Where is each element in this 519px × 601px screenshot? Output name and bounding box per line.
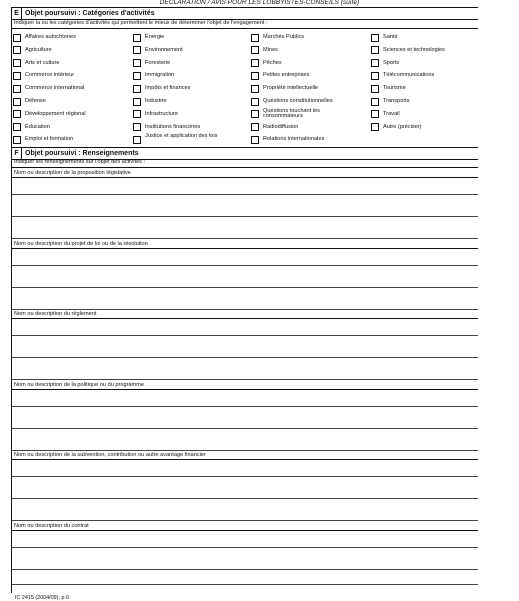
checkbox[interactable] [251,136,259,144]
field-label: Nom ou description de la politique ou du programme [14,381,144,388]
category-label: Arts et culture [25,59,60,66]
category-label: Propriété intellectuelle [263,85,319,92]
checkbox[interactable] [13,59,21,67]
checkbox[interactable] [133,110,141,118]
writing-line[interactable] [12,216,478,217]
checkbox[interactable] [251,123,259,131]
writing-line[interactable] [12,194,478,195]
checkbox[interactable] [251,98,259,106]
checkbox[interactable] [13,72,21,80]
category-label: Infrastructure [145,110,178,117]
field-label: Nom ou description du règlement [14,311,97,318]
checkbox[interactable] [13,98,21,106]
section-f-letter: F [12,148,22,159]
divider [12,167,478,168]
category-label: Sciences et technologies [383,46,445,53]
category-label: Santé [383,34,398,40]
field-label-underline [12,318,478,319]
checkbox[interactable] [133,98,141,106]
writing-line[interactable] [12,335,478,336]
writing-line[interactable] [12,584,478,585]
field-label: Nom ou description de la proposition législative [14,170,131,176]
category-label: Commerce international [25,85,85,92]
category-label: Impôts et finances [145,85,191,92]
checkbox[interactable] [371,98,379,106]
category-label: Industrie [145,98,167,104]
field-label-underline [12,530,478,531]
category-label: Petites entreprises [263,72,310,79]
category-label: Énergie [145,34,165,40]
writing-line[interactable] [12,357,478,358]
checkbox[interactable] [13,136,21,144]
field-label-underline [12,389,478,390]
checkbox[interactable] [13,123,21,131]
checkbox[interactable] [371,46,379,54]
field-label: Nom ou description du projet de loi ou de la résolution [14,240,148,247]
category-label: Agriculture [25,46,52,53]
field-label-underline [12,248,478,249]
category-label: Questions touchant les consommateurs [263,107,320,119]
writing-line[interactable] [12,498,478,499]
checkbox[interactable] [133,136,141,144]
checkbox[interactable] [251,34,259,42]
category-label: Immigration [145,72,175,79]
category-label: Éducation [25,123,50,130]
field-label: Nom ou description du contrat [14,523,89,529]
checkbox[interactable] [251,85,259,93]
category-label: Relations internationales [263,136,325,143]
field-label-underline [12,459,478,460]
category-label: Foresterie [145,59,171,66]
category-label: Autre (préciser) [383,123,422,130]
category-label: Questions constitutionnelles [263,98,333,104]
category-label: Institutions financières [145,123,201,130]
checkbox[interactable] [133,59,141,67]
section-e-instruction: Indiquer la ou les catégories d'activités qui permettent le mieux de déterminer l'objet de l'engagement : [14,20,268,26]
category-label: Transports [383,98,410,104]
divider [12,28,478,29]
category-label: Tourisme [383,85,406,92]
category-label: Pêches [263,59,282,66]
writing-line[interactable] [12,406,478,407]
checkbox[interactable] [251,46,259,54]
checkbox[interactable] [133,123,141,131]
checkbox[interactable] [251,72,259,80]
category-label: Mines [263,46,278,53]
category-label: Radiodiffusion [263,123,299,130]
writing-line[interactable] [12,547,478,548]
checkbox[interactable] [371,85,379,93]
section-e-letter: E [12,8,22,19]
writing-line[interactable] [12,428,478,429]
writing-line[interactable] [12,265,478,266]
checkbox[interactable] [371,34,379,42]
field-label-underline [12,177,478,178]
writing-line[interactable] [12,287,478,288]
section-f-title: Objet poursuivi : Renseignements [25,150,139,157]
checkbox[interactable] [133,72,141,80]
checkbox[interactable] [251,110,259,118]
writing-line[interactable] [12,476,478,477]
checkbox[interactable] [133,46,141,54]
form-header: DÉCLARATION / AVIS POUR LES LOBBYISTES-CONSEILS (suite) [159,0,360,6]
writing-line[interactable] [12,569,478,570]
checkbox[interactable] [371,110,379,118]
section-f-instruction: Indiquer les renseignements sur l'objet des activités : [14,159,146,165]
checkbox[interactable] [13,34,21,42]
checkbox[interactable] [13,110,21,118]
category-label: Emploi et formation [25,136,74,143]
checkbox[interactable] [371,59,379,67]
section-e-title: Objet poursuivi : Catégories d'activités [25,10,155,17]
checkbox[interactable] [133,85,141,93]
checkbox[interactable] [371,123,379,131]
category-label: Affaires autochtones [25,34,76,40]
category-label: Sports [383,59,400,66]
form-body [11,7,478,593]
checkbox[interactable] [251,59,259,67]
checkbox[interactable] [371,72,379,80]
checkbox[interactable] [13,85,21,93]
category-label: Défense [25,98,46,104]
category-label: Marchés Publics [263,34,305,40]
category-label: Commerce intérieur [25,72,75,79]
category-label: Travail [383,110,400,117]
category-label: Justice et application des lois [145,133,218,140]
category-label: Environnement [145,46,183,53]
checkbox[interactable] [133,34,141,42]
field-label: Nom ou description de la subvention, contribution ou autre avantage financier [14,452,206,459]
form-code: IC 2415 (2004/09), p.6 [15,595,69,601]
category-label: Télécommunications [383,72,435,79]
checkbox[interactable] [13,46,21,54]
section-e-header [12,8,478,20]
category-label: Développement régional [25,110,86,117]
